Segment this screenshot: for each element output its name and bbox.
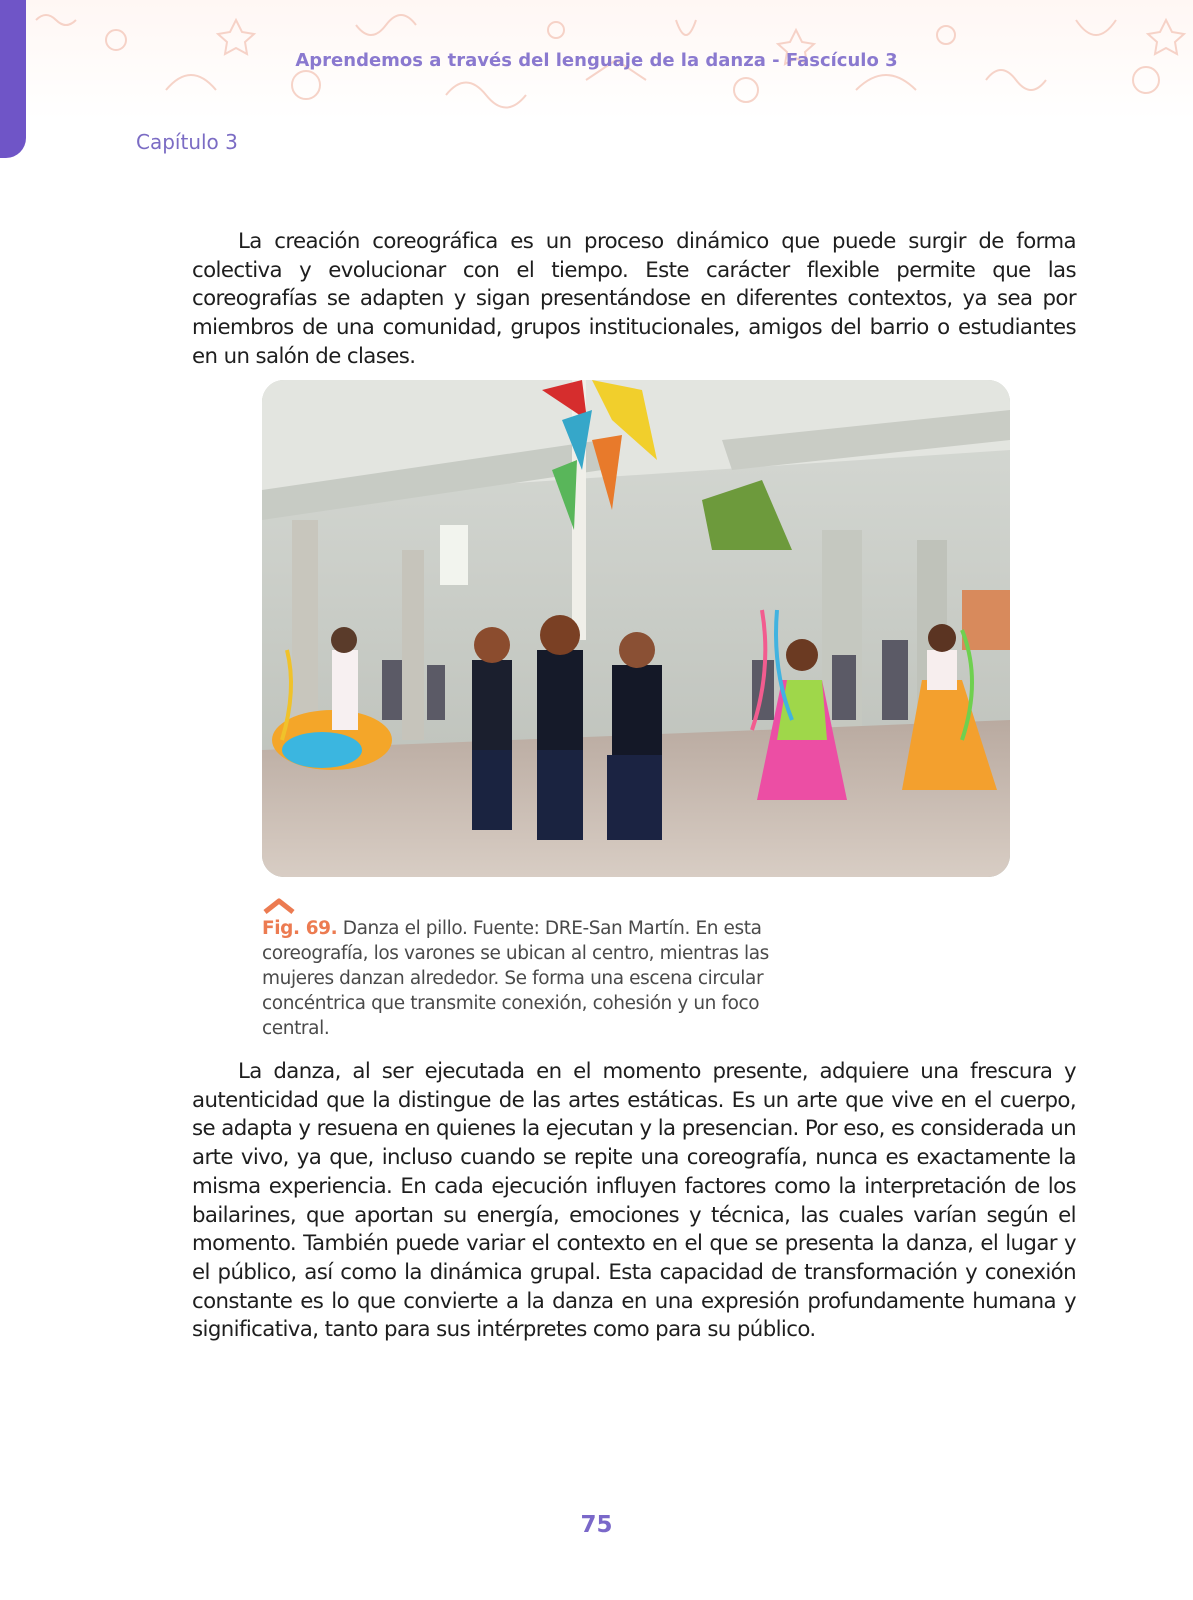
paragraph-1 [192,228,1076,372]
paragraph-1-text: La creación coreográfica es un proceso dinámico que puede surgir de forma colectiva y evolucionar con el tiempo. Este carácter flexible permite que las coreografías se adapten y sigan presentándose en diferentes contextos, ya sea por miembros de una comunidad, grupos institucionales, amigos del barrio o estudiantes en un salón de clases. [192,229,1076,369]
dance-photo [262,380,1010,877]
page-number: 75 [580,1512,613,1538]
document-title: Aprendemos a través del lenguaje de la danza - Fascículo 3 [295,50,898,71]
figure-caption-text: Danza el pillo. Fuente: DRE-San Martín. En esta coreografía, los varones se ubican al centro, mientras las mujeres danzan alrededor. Se forma una escena circular concéntrica que transmite conexión, cohesión y un foco central. [262,918,769,1039]
caption-chevron-icon [262,897,296,915]
chapter-side-tab [0,0,26,158]
chapter-label: Capítulo 3 [136,130,238,154]
paragraph-2-text: La danza, al ser ejecutada en el momento presente, adquiere una frescura y autenticidad que la distingue de las artes estáticas. Es un arte que vive en el cuerpo, se adapta y resuena en quienes la ejecutan y la presencian. Por eso, es considerada un arte vivo, ya que, incluso cuando se repite una coreografía, nunca es exactamente la misma experiencia. En cada ejecución influyen factores como la interpretación de los bailarines, que aportan su energía, emociones y técnica, las cuales varían según el momento. También puede variar el contexto en el que se presenta la danza, el lugar y el público, así como la dinámica grupal. Esta capacidad de transformación y conexión constante es lo que convierte a la danza en una expresión profundamente humana y significativa, tanto para sus intérpretes como para su público. [192,1059,1076,1343]
paragraph-2 [192,1058,1076,1345]
figure-caption [262,916,822,1041]
figure-label: Fig. 69. [262,918,338,939]
